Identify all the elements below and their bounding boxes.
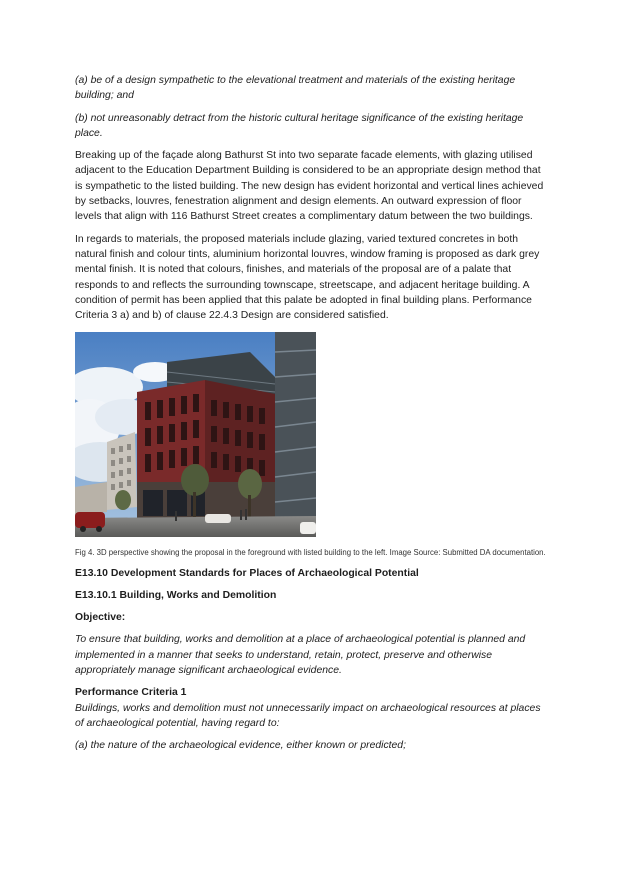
street-tree [181, 464, 209, 496]
street [75, 516, 316, 537]
clause-b: (b) not unreasonably detract from the historic cultural heritage significance of the existing heritage place. [75, 112, 524, 139]
figure-caption: Fig 4. 3D perspective showing the proposal in the foreground with listed building to the left. Image Source: Submitted DA documentation. [75, 548, 546, 558]
objective-text: To ensure that building, works and demolition at a place of archaeological potential is planned and implemented in a manner that seeks to understand, retain, protect, preserve and otherwise appropriately manage significant archaeological evidence. [75, 634, 526, 677]
criteria-item-a: (a) the nature of the archaeological evidence, either known or predicted; [75, 740, 406, 752]
materials-paragraph: In regards to materials, the proposed materials include glazing, varied textured concretes in both natural finish and colour tints, aluminium horizontal louvres, window framing is proposed as dark grey mental finish. It is noted that colours, finishes, and materials of the proposal are of a palate that responds to and reflects the surrounding townscape, streetscape, and adjacent heritage building. A condition of permit has been applied that this palate be adopted in final building plans. Performance Criteria 3 a) and b) of clause 22.4.3 Design are considered satisfied. [75, 233, 540, 322]
subsection-heading: E13.10.1 Building, Works and Demolition [75, 590, 277, 602]
red-car [75, 512, 105, 528]
building-perspective-image [75, 332, 316, 537]
objective-label: Objective: [75, 612, 126, 624]
page-content [75, 73, 547, 754]
section-heading: E13.10 Development Standards for Places of Archaeological Potential [75, 568, 419, 580]
facade-paragraph: Breaking up of the façade along Bathurst St into two separate facade elements, with glazing utilised adjacent to the Education Department Building is considered to be an appropriate design method that is sympathetic to the listed building. The new design has evident horizontal and vertical lines achieved by setbacks, louvres, fenestration alignment and design elements. An outward expression of floor levels that align with 116 Bathurst Street creates a complimentary datum between the two buildings. [75, 150, 544, 223]
criteria-text: Buildings, works and demolition must not unnecessarily impact on archaeological resources at places of archaeological potential, having regard to: [75, 702, 541, 729]
criteria-label: Performance Criteria 1 [75, 687, 187, 699]
clause-a: (a) be of a design sympathetic to the elevational treatment and materials of the existing heritage building; and [75, 75, 516, 102]
